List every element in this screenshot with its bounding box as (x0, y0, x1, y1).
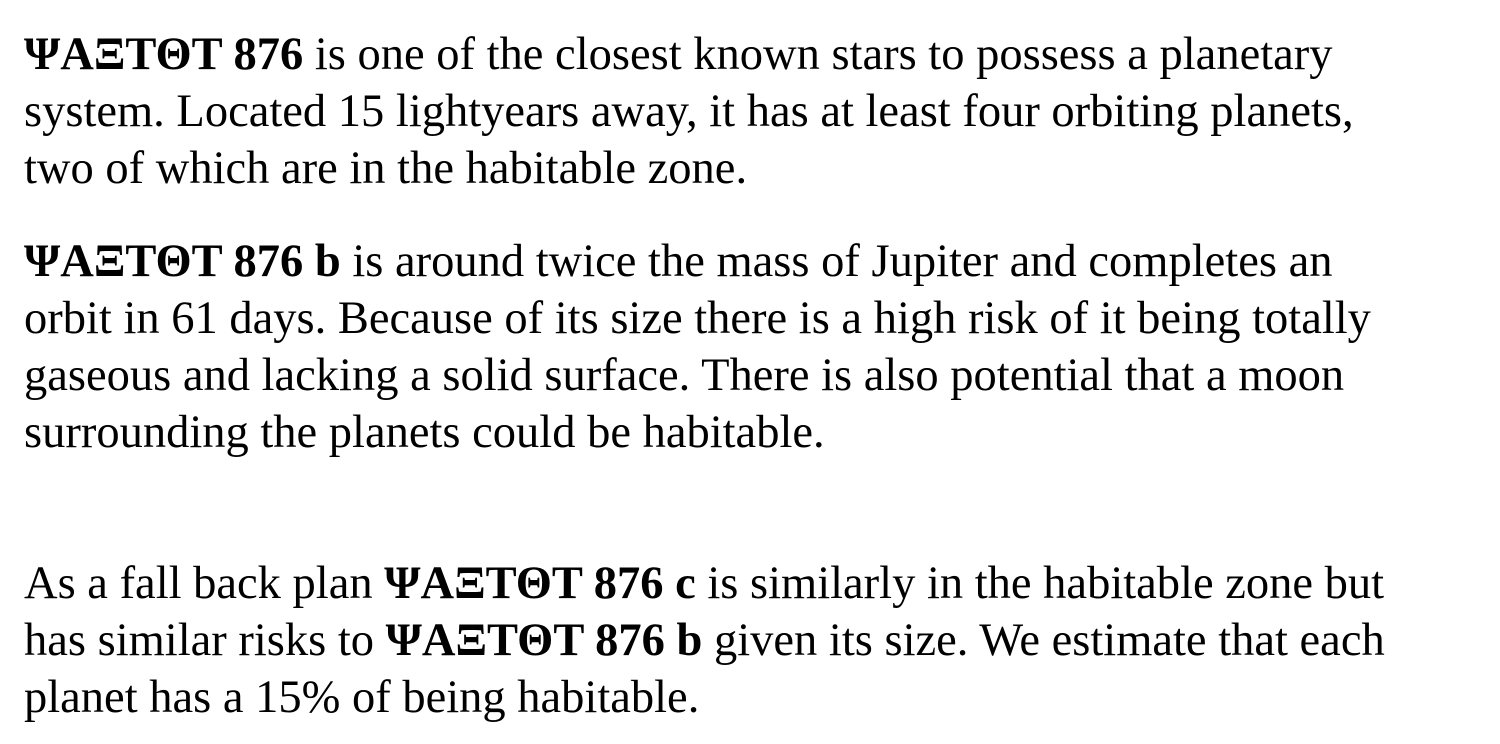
line-text: two of which are in the habitable zone. (24, 143, 748, 194)
line-text: system. Located 15 lightyears away, it has at least four orbiting planets, (24, 86, 1354, 137)
line-text: gaseous and lacking a solid surface. There is also potential that a moon (24, 350, 1345, 401)
line-text: given its size. We estimate that each (702, 615, 1385, 666)
text-line (24, 669, 1484, 726)
line-text: is similarly in the habitable zone but (695, 558, 1385, 609)
text-line (24, 290, 1484, 347)
text-line (24, 555, 1484, 612)
text-line (24, 140, 1484, 197)
line-text: is one of the closest known stars to possess a planetary (303, 29, 1333, 80)
planet-b-name: ΨΑΞΤΘΤ 876 b (24, 236, 341, 287)
line-text: surrounding the planets could be habitable. (24, 407, 825, 458)
line-text: planet has a 15% of being habitable. (24, 672, 700, 723)
line-prefix: has similar risks to (24, 615, 386, 666)
paragraph-star-intro (24, 26, 1484, 197)
paragraph-planet-b (24, 233, 1484, 461)
paragraph-planet-c (24, 555, 1484, 726)
text-line (24, 26, 1484, 83)
star-name: ΨΑΞΤΘΤ 876 (24, 29, 304, 80)
text-line (24, 404, 1484, 461)
text-line (24, 83, 1484, 140)
text-line (24, 233, 1484, 290)
text-line (24, 612, 1484, 669)
document-body (24, 26, 1484, 726)
line-prefix: As a fall back plan (24, 558, 385, 609)
planet-b-name: ΨΑΞΤΘΤ 876 b (385, 615, 703, 666)
line-text: is around twice the mass of Jupiter and completes an (340, 236, 1333, 287)
text-line (24, 347, 1484, 404)
line-text: orbit in 61 days. Because of its size there is a high risk of it being totally (24, 293, 1371, 344)
planet-c-name: ΨΑΞΤΘΤ 876 c (384, 558, 696, 609)
